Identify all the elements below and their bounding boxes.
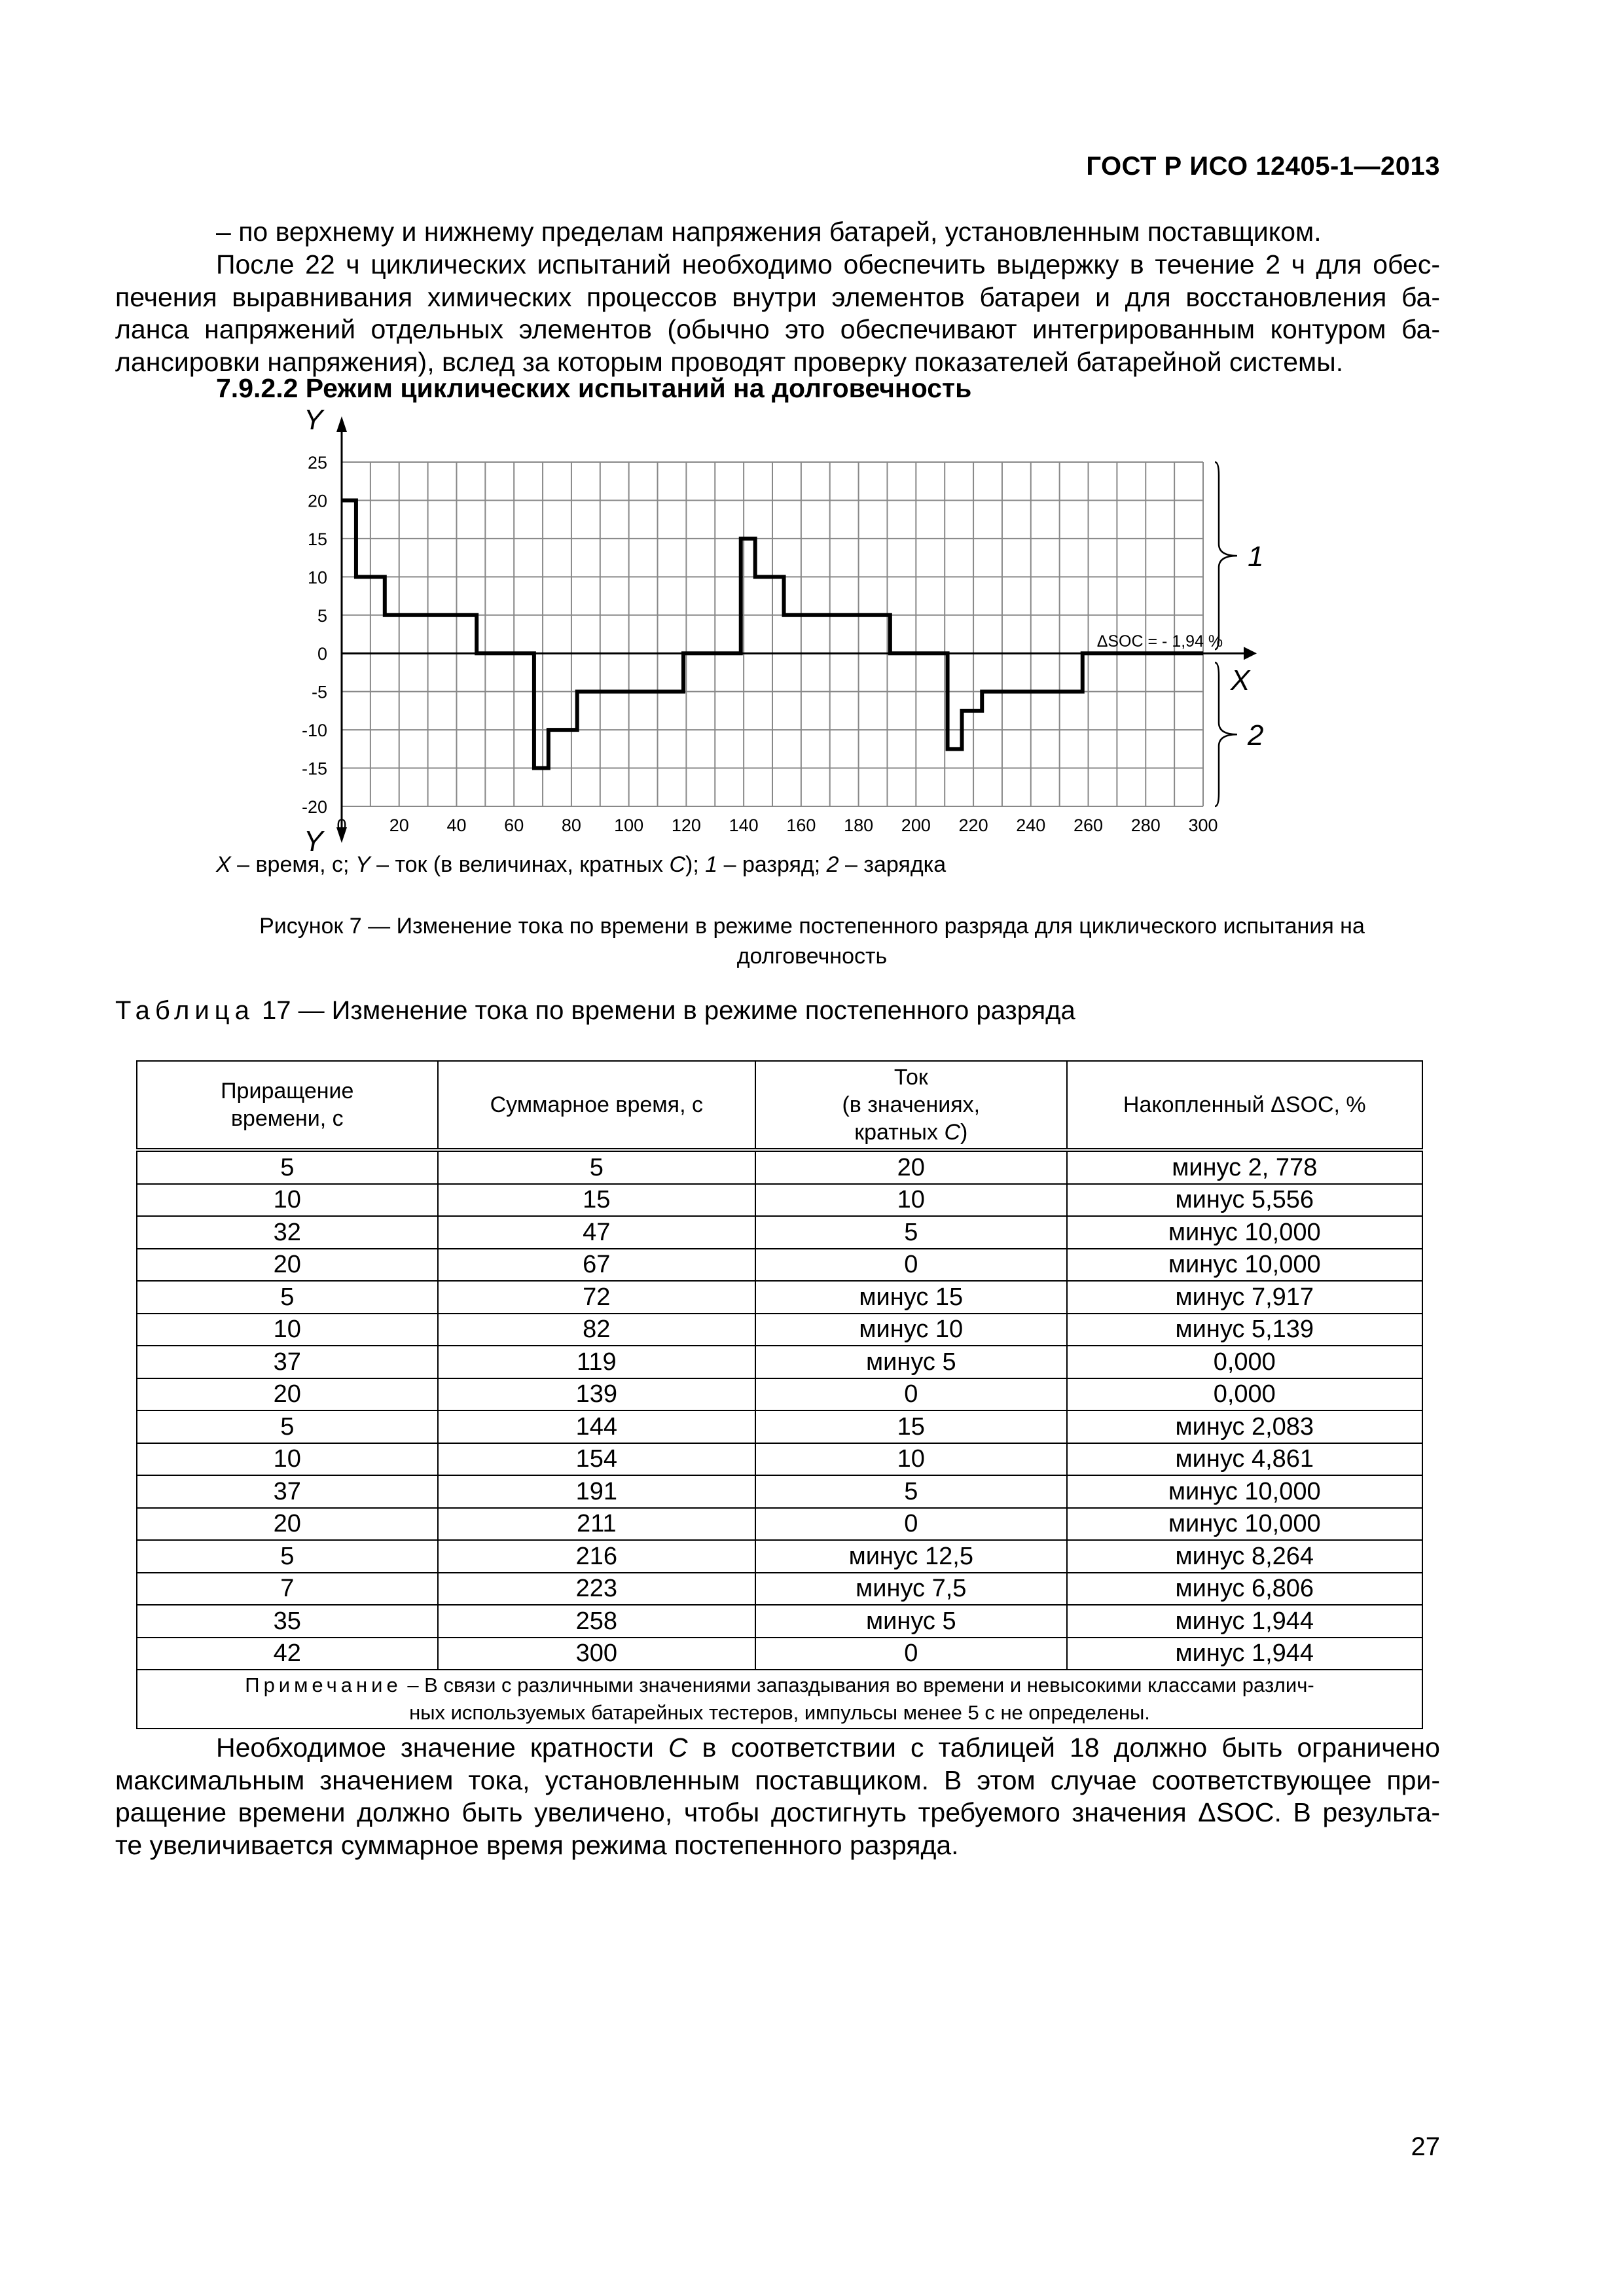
- table-row: [137, 1410, 1422, 1443]
- y-axis-label: Y: [304, 404, 323, 436]
- table-cell: 5: [755, 1216, 1066, 1249]
- table-cell: 0: [755, 1378, 1066, 1411]
- legend-x-symbol: X: [216, 852, 231, 877]
- table-cell: 0: [755, 1249, 1066, 1282]
- table-note: [137, 1670, 1422, 1729]
- table-cell: минус 10,000: [1067, 1249, 1422, 1282]
- closing-text: Необходимое значение кратности: [216, 1732, 668, 1763]
- table-caption: [115, 996, 1075, 1026]
- y-tick-label: 10: [307, 567, 327, 588]
- table-row: [137, 1378, 1422, 1411]
- y-axis-arrow-up: [336, 416, 347, 432]
- x-tick-label: 80: [561, 816, 581, 835]
- header-text: кратных: [854, 1120, 945, 1145]
- table-cell: минус 10: [755, 1314, 1066, 1346]
- header-text: (в значениях,: [842, 1092, 981, 1117]
- table-row: [137, 1573, 1422, 1605]
- x-tick-label: 120: [671, 816, 701, 835]
- x-tick-label: 100: [614, 816, 644, 835]
- table-row: [137, 1443, 1422, 1476]
- y-tick-label: 0: [317, 644, 327, 664]
- x-tick-label: 180: [844, 816, 874, 835]
- x-tick-label: 280: [1130, 816, 1161, 835]
- table-cell: 0: [755, 1508, 1066, 1541]
- legend-y-symbol: Y: [355, 852, 370, 877]
- closing-line: ращение времени должно быть увеличено, чтобы достигнуть требуемого значения ΔSOC. В результа-: [115, 1797, 1440, 1827]
- standard-number-header: ГОСТ Р ИСО 12405-1—2013: [1086, 152, 1440, 181]
- x-tick-label: 300: [1188, 816, 1218, 835]
- x-tick-label: 200: [901, 816, 931, 835]
- table-body: [137, 1150, 1422, 1670]
- chart-tick-labels: [302, 453, 1218, 835]
- y-tick-label: 25: [307, 453, 327, 473]
- table-row: [137, 1281, 1422, 1314]
- table-cell: 37: [137, 1346, 438, 1378]
- table-cell: 20: [755, 1150, 1066, 1184]
- table-row: [137, 1605, 1422, 1638]
- intro-line: – по верхнему и нижнему пределам напряжения батарей, установленным поставщиком.: [216, 217, 1322, 247]
- table-cell: 5: [438, 1150, 755, 1184]
- table-cell: 216: [438, 1540, 755, 1573]
- figure-caption: [131, 911, 1493, 971]
- table-cell: минус 10,000: [1067, 1216, 1422, 1249]
- table-cell: 5: [137, 1540, 438, 1573]
- table-cell: 35: [137, 1605, 438, 1638]
- table-cell: 10: [755, 1184, 1066, 1217]
- table-cell: минус 1,944: [1067, 1605, 1422, 1638]
- closing-line: [115, 1732, 1440, 1765]
- table-cell: 10: [755, 1443, 1066, 1476]
- table-cell: 15: [438, 1184, 755, 1217]
- legend-c-symbol: C: [669, 852, 686, 877]
- intro-line: ланса напряжений отдельных элементов (обычно это обеспечивают интегрированным контуром ба-: [115, 314, 1440, 344]
- table-row: [137, 1314, 1422, 1346]
- table-cell: 37: [137, 1475, 438, 1508]
- table-row: [137, 1216, 1422, 1249]
- header-text: ): [960, 1120, 968, 1145]
- table-cell: минус 7,917: [1067, 1281, 1422, 1314]
- table-row: [137, 1249, 1422, 1282]
- table-cell: 20: [137, 1508, 438, 1541]
- x-tick-label: 140: [729, 816, 759, 835]
- table-cell: минус 2, 778: [1067, 1150, 1422, 1184]
- x-tick-label: 260: [1074, 816, 1104, 835]
- y-tick-label: 15: [307, 529, 327, 549]
- figure-caption-line: Рисунок 7 — Изменение тока по времени в режиме постепенного разряда для циклического испытания на: [259, 914, 1365, 939]
- table-cell: 258: [438, 1605, 755, 1638]
- table-row: [137, 1346, 1422, 1378]
- delta-soc-annotation: ΔSOC = - 1,94 %: [1096, 632, 1223, 651]
- closing-text: в соответствии с таблицей 18 должно быть ограничено: [687, 1732, 1440, 1763]
- table-cell: 191: [438, 1475, 755, 1508]
- x-tick-label: 60: [504, 816, 524, 835]
- closing-line: те увеличивается суммарное время режима постепенного разряда.: [115, 1829, 959, 1860]
- table-cell: 223: [438, 1573, 755, 1605]
- header-c-symbol: C: [944, 1120, 960, 1145]
- intro-line: лансировки напряжения), вслед за которым проводят проверку показателей батарейной системы.: [115, 346, 1344, 377]
- table-row: [137, 1184, 1422, 1217]
- x-tick-label: 160: [786, 816, 816, 835]
- table-row: [137, 1540, 1422, 1573]
- table-cell: 7: [137, 1573, 438, 1605]
- table-cell: 5: [137, 1150, 438, 1184]
- table-cell: 15: [755, 1410, 1066, 1443]
- table-cell: 5: [755, 1475, 1066, 1508]
- table-cell: минус 6,806: [1067, 1573, 1422, 1605]
- y-tick-label: -5: [311, 682, 327, 702]
- table-row: [137, 1475, 1422, 1508]
- table-cell: 144: [438, 1410, 755, 1443]
- y-tick-label: -20: [301, 797, 327, 817]
- closing-paragraph: [115, 1732, 1440, 1861]
- table-note-row: [137, 1670, 1422, 1729]
- intro-line: После 22 ч циклических испытаний необходимо обеспечить выдержку в течение 2 ч для обес-: [216, 249, 1440, 279]
- table-header-row: [137, 1061, 1422, 1150]
- chart-annotations: [1097, 462, 1264, 806]
- table-cell: 72: [438, 1281, 755, 1314]
- closing-c-symbol: C: [668, 1732, 688, 1763]
- header-total-time: Суммарное время, с: [438, 1061, 755, 1150]
- chart-grid: [342, 462, 1203, 806]
- table-cell: 300: [438, 1638, 755, 1670]
- y-tick-label: -10: [301, 721, 327, 741]
- header-time-increment: [137, 1061, 438, 1150]
- legend-two-symbol: 2: [826, 852, 839, 877]
- table-cell: минус 12,5: [755, 1540, 1066, 1573]
- table-caption-text: 17 — Изменение тока по времени в режиме постепенного разряда: [254, 996, 1075, 1025]
- table-cell: минус 2,083: [1067, 1410, 1422, 1443]
- note-text: ных используемых батарейных тестеров, импульсы менее 5 с не определены.: [409, 1701, 1150, 1724]
- header-current: [755, 1061, 1066, 1150]
- table-cell: минус 5,139: [1067, 1314, 1422, 1346]
- note-text: – В связи с различными значениями запаздывания во времени и невысокими классами различ-: [401, 1674, 1314, 1696]
- table-cell: минус 7,5: [755, 1573, 1066, 1605]
- legend-one-text: – разряд;: [717, 852, 827, 877]
- table-cell: минус 1,944: [1067, 1638, 1422, 1670]
- closing-line: максимальным значением тока, установленным поставщиком. В этом случае соответствующее при-: [115, 1765, 1440, 1795]
- table-cell: 119: [438, 1346, 755, 1378]
- table-cell: 0,000: [1067, 1346, 1422, 1378]
- x-axis-arrow: [1244, 647, 1257, 660]
- section-heading: 7.9.2.2 Режим циклических испытаний на долговечность: [216, 373, 972, 403]
- legend-two-text: – зарядка: [839, 852, 947, 877]
- header-text: времени, с: [230, 1106, 344, 1131]
- table-row: [137, 1150, 1422, 1184]
- table-cell: 32: [137, 1216, 438, 1249]
- table-cell: минус 5: [755, 1346, 1066, 1378]
- intro-line: печения выравнивания химических процессов внутри элементов батареи и для восстановления ба-: [115, 281, 1440, 312]
- chart-axes: [301, 404, 1257, 857]
- table-row: [137, 1638, 1422, 1670]
- table-cell: минус 5,556: [1067, 1184, 1422, 1217]
- table-cell: минус 8,264: [1067, 1540, 1422, 1573]
- table-caption-label: Таблица: [115, 996, 255, 1025]
- table-cell: 42: [137, 1638, 438, 1670]
- table-17: [136, 1060, 1423, 1729]
- table-cell: 154: [438, 1443, 755, 1476]
- table-cell: 20: [137, 1249, 438, 1282]
- table-cell: 82: [438, 1314, 755, 1346]
- x-tick-label: 20: [389, 816, 409, 835]
- table-cell: минус 4,861: [1067, 1443, 1422, 1476]
- header-text: Приращение: [221, 1079, 354, 1103]
- table-cell: 5: [137, 1410, 438, 1443]
- table-cell: 0: [755, 1638, 1066, 1670]
- discharge-brace: [1215, 462, 1237, 649]
- table-cell: минус 10,000: [1067, 1475, 1422, 1508]
- note-label: Примечание: [245, 1674, 402, 1696]
- table-cell: 139: [438, 1378, 755, 1411]
- y-tick-label: 5: [317, 605, 327, 626]
- x-tick-label: 0: [336, 816, 347, 835]
- x-tick-label: 220: [958, 816, 988, 835]
- table-cell: минус 5: [755, 1605, 1066, 1638]
- figure-caption-line: долговечность: [736, 944, 888, 969]
- x-tick-label: 240: [1016, 816, 1046, 835]
- y-axis-label-bottom: Y: [304, 825, 323, 857]
- figure-legend: [216, 852, 946, 878]
- y-tick-label: -15: [301, 759, 327, 779]
- legend-one-symbol: 1: [705, 852, 718, 877]
- y-tick-label: 20: [307, 491, 327, 511]
- header-accumulated-soc: Накопленный ΔSOC, %: [1067, 1061, 1422, 1150]
- legend-after-c: );: [685, 852, 706, 877]
- table-cell: минус 15: [755, 1281, 1066, 1314]
- discharge-label: 1: [1248, 541, 1264, 573]
- table-cell: 20: [137, 1378, 438, 1411]
- table-row: [137, 1508, 1422, 1541]
- table-cell: 10: [137, 1314, 438, 1346]
- x-axis-label: X: [1231, 664, 1250, 696]
- table-cell: 211: [438, 1508, 755, 1541]
- table-cell: 67: [438, 1249, 755, 1282]
- table-cell: 5: [137, 1281, 438, 1314]
- legend-x-text: – время, с;: [230, 852, 355, 877]
- header-text: Ток: [893, 1065, 928, 1090]
- table-cell: 0,000: [1067, 1378, 1422, 1411]
- charge-label: 2: [1248, 719, 1264, 752]
- table-cell: 47: [438, 1216, 755, 1249]
- table-cell: 10: [137, 1443, 438, 1476]
- legend-y-text: – ток (в величинах, кратных: [370, 852, 670, 877]
- table-cell: 10: [137, 1184, 438, 1217]
- x-tick-label: 40: [446, 816, 467, 835]
- table-cell: минус 10,000: [1067, 1508, 1422, 1541]
- page-number: 27: [1411, 2132, 1440, 2161]
